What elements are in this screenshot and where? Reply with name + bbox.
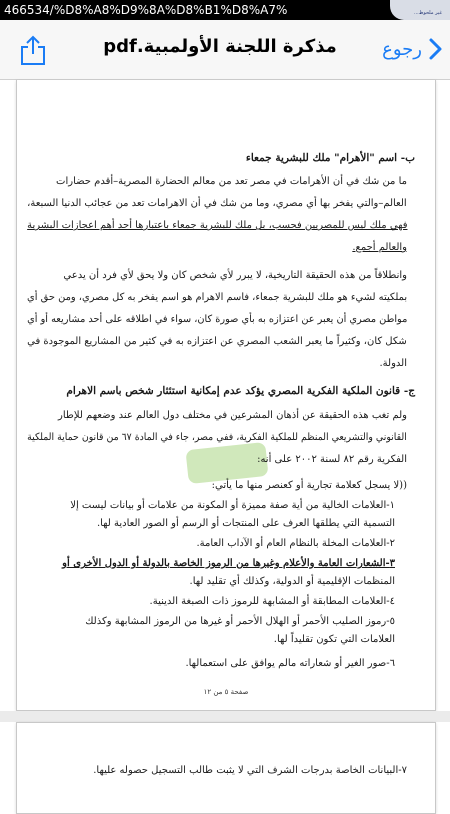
item-5-line1: ٥-رموز الصليب الأحمر أو الهلال الأحمر أو غيرها من الرموز المشابهة وكذلك (85, 616, 395, 627)
section-b-para2-line4: شكل كان، وكثيراً ما يعبر الشعب المصري عن اعتزازه به في كثير من المشاريع الموجودة في (27, 336, 407, 347)
item-1-line2: التسمية التي يطلقها العرف على المنتجات أو الرسم أو الصور العادية لها. (96, 518, 395, 529)
section-b-para1-line1: ما من شك في أن الأهرامات في مصر تعد من معالم الحضارة المصرية–أقدم حضارات (56, 176, 407, 187)
item-2: ٢-العلامات المخلة بالنظام العام أو الآداب العامة. (196, 538, 395, 549)
item-4: ٤-العلامات المطابقة أو المشابهة للرموز ذات الصبغة الدينية. (149, 596, 395, 607)
back-label: رجوع (382, 38, 422, 60)
item-3-line2: المنظمات الإقليمية أو الدولية، وكذلك أي تقليد لها. (189, 576, 395, 587)
item-3-line1: ٣-الشعارات العامة والأعلام وغيرها من الرموز الخاصة بالدولة أو الدول الأخرى أو (62, 558, 395, 569)
section-b-para1-line3: فهي ملك ليس للمصريين فحسب، بل ملك للبشرية جمعاء باعتبارها أحد أهم اعجازات البشرية (26, 220, 407, 231)
section-b-para2-line2: بملكيته لشيء هو ملك للبشرية جمعاء، فاسم الاهرام هو اسم يفخر به كل مصري، ومن حق أي (26, 292, 407, 303)
watermark (185, 442, 268, 484)
item-5-line2: العلامات التي تكون تقليداً لها. (273, 634, 395, 645)
navigation-bar (0, 20, 450, 80)
corner-badge-text: ...غير ملحوظ (413, 10, 442, 16)
section-c-heading: ج- قانون الملكية الفكرية المصري يؤكد عدم إمكانية استئثار شخص باسم الاهرام (66, 385, 415, 397)
page-number: صفحة ٥ من ١٢ (203, 688, 249, 696)
section-c-intro-line1: ولم تغب هذه الحقيقة عن أذهان المشرعين في مختلف دول العالم عند وضعهم للإطار (58, 410, 407, 421)
chevron-right-icon (426, 37, 444, 61)
section-b-para2-line3: مواطن مصري أن يعبر عن اعتزازه به بأي صورة كان، سواء في اطلاقه على أحد مشاريعه أو أي (26, 314, 407, 325)
url-text: 466534/%D8%A8%D9%8A%D8%B1%D8%A7% (4, 3, 288, 17)
share-icon[interactable] (18, 34, 48, 66)
url-bar[interactable] (0, 0, 450, 20)
section-b-para2-line1: وانطلاقاً من هذه الحقيقة التاريخية، لا يبرر لأي شخص كان ولا يحق لأي فرد أن يدعي (63, 270, 407, 281)
corner-badge (390, 0, 450, 20)
section-c-quote: ((لا يسجل كعلامة تجارية أو كعنصر منها ما يأتي: (211, 480, 407, 491)
item-1-line1: ١-العلامات الخالية من أية صفة مميزة أو المكونة من علامات أو بيانات ليست إلا (70, 500, 395, 511)
pdf-page-next[interactable] (16, 722, 436, 814)
section-c-intro-line3: الفكرية رقم ٨٢ لسنة ٢٠٠٢ على أنه: (257, 454, 407, 465)
document-title: مذكرة اللجنة الأولمبية.pdf (103, 36, 337, 57)
back-button[interactable] (382, 34, 444, 64)
section-b-para1-line2: العالم–والتي يفخر بها أي مصري، وما من شك في أن الاهرامات تعد من عجائب الدنيا السبعة، (27, 198, 407, 209)
item-6: ٦-صور الغير أو شعاراته مالم يوافق على استعمالها. (185, 658, 395, 669)
section-b-para2-line5: الدولة. (379, 358, 407, 369)
section-b-heading: ب- اسم "الأهرام" ملك للبشرية جمعاء (245, 152, 415, 164)
section-b-para1-line4: والعالم أجمع. (352, 242, 407, 253)
section-c-intro-line2: القانوني والتشريعي المنظم للملكية الفكرية، ففي مصر، جاء في المادة ٦٧ من قانون حماية الملكية (27, 432, 408, 443)
item-7: ٧-البيانات الخاصة بدرجات الشرف التي لا يثبت طالب التسجيل حصوله عليها. (93, 765, 407, 776)
pdf-page[interactable] (16, 80, 436, 711)
page-gap (0, 711, 450, 722)
